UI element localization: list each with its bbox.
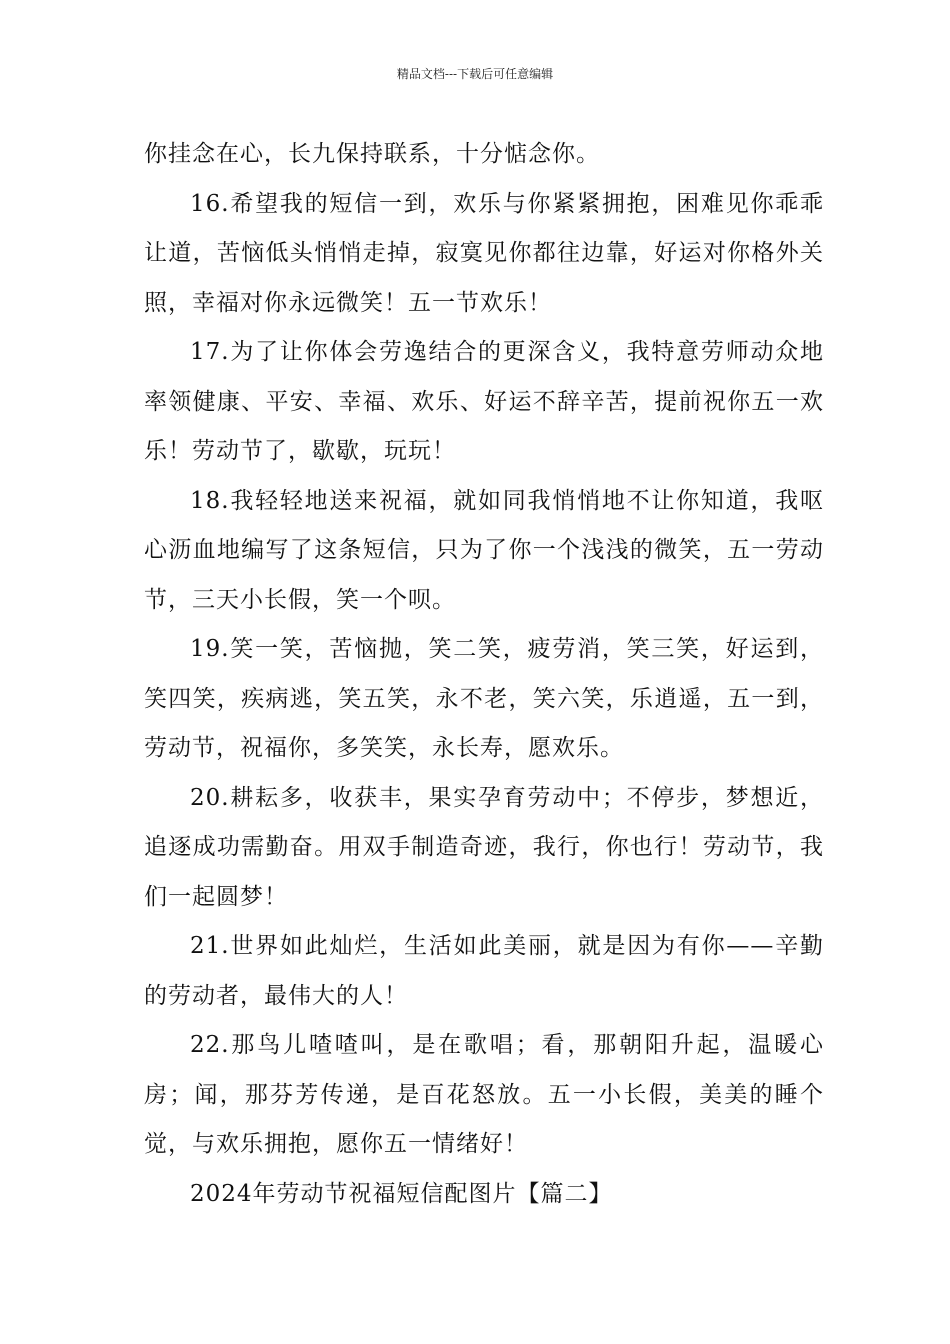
document-body: [144, 130, 824, 1219]
paragraph-16: 16.希望我的短信一到，欢乐与你紧紧拥抱，困难见你乖乖让道，苦恼低头悄悄走掉，寂寞见你都往边靠，好运对你格外关照，幸福对你永远微笑！五一节欢乐！: [144, 190, 824, 316]
paragraph-21: 21.世界如此灿烂，生活如此美丽，就是因为有你——辛勤的劳动者，最伟大的人！: [144, 933, 824, 1009]
paragraph-22: 22.那鸟儿喳喳叫，是在歌唱；看，那朝阳升起，温暖心房；闻，那芬芳传递，是百花怒放。五一小长假，美美的睡个觉，与欢乐拥抱，愿你五一情绪好！: [144, 1032, 824, 1157]
paragraph-17: 17.为了让你体会劳逸结合的更深含义，我特意劳师动众地率领健康、平安、幸福、欢乐、好运不辞辛苦，提前祝你五一欢乐！劳动节了，歇歇，玩玩！: [144, 339, 824, 464]
paragraph-20: 20.耕耘多，收获丰，果实孕育劳动中；不停步，梦想近，追逐成功需勤奋。用双手制造奇迹，我行，你也行！劳动节，我们一起圆梦！: [144, 784, 824, 910]
paragraph-18: 18.我轻轻地送来祝福，就如同我悄悄地不让你知道，我呕心沥血地编写了这条短信，只为了你一个浅浅的微笑，五一劳动节，三天小长假，笑一个呗。: [144, 487, 824, 613]
section-heading: 2024年劳动节祝福短信配图片【篇二】: [190, 1180, 613, 1207]
paragraph-19: 19.笑一笑，苦恼抛，笑二笑，疲劳消，笑三笑，好运到，笑四笑，疾病逃，笑五笑，永不老，笑六笑，乐逍遥，五一到，劳动节，祝福你，多笑笑，永长寿，愿欢乐。: [144, 636, 824, 761]
page-header: 精品文档---下载后可任意编辑: [396, 67, 554, 81]
paragraph-continuation: 你挂念在心，长九保持联系，十分惦念你。: [144, 141, 600, 167]
